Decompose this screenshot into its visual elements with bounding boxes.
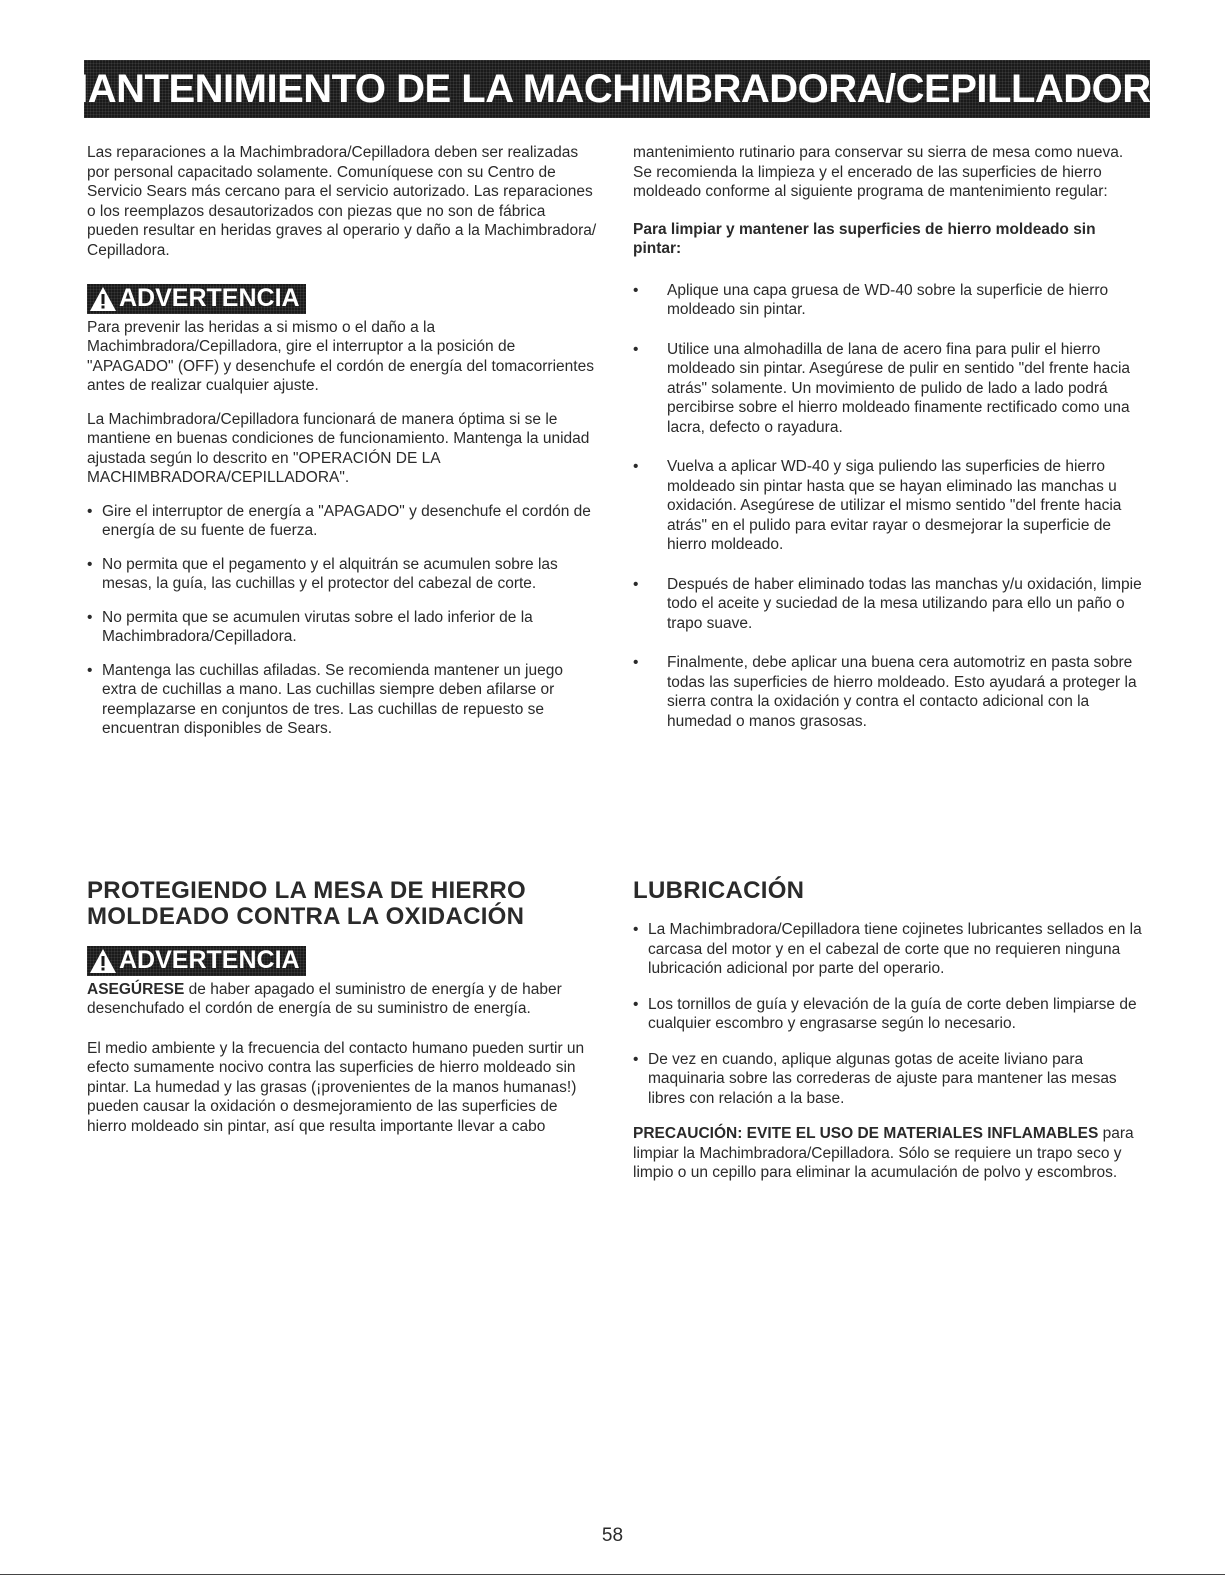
list-item: • Mantenga las cuchillas afiladas. Se recomienda mantener un juego extra de cuchillas a mano. Las cuchillas siempre deben afilarse or reemplazarse en conjuntos de tres. Las cuchillas de repuesto se encuentran disponibles de Sears. [87,661,597,739]
warning-label: ADVERTENCIA [119,284,300,313]
list-item: • No permita que se acumulen virutas sobre el lado inferior de la Machimbradora/Cepilladora. [87,608,597,647]
list-item: • Finalmente, debe aplicar una buena cera automotriz en pasta sobre todas las superficies de hierro moldeado. Esto ayudará a proteger la sierra contra la oxidación y contra el contacto adicional con la humedad o manos grasosas. [633,653,1143,731]
left-column [87,143,597,753]
routine-paragraph: mantenimiento rutinario para conservar su sierra de mesa como nueva. Se recomienda la limpieza y el encerado de las superficies de hierro moldeado conforme al siguiente programa de mantenimiento regular: [633,144,1124,200]
maintenance-list [87,502,597,739]
warning-label: ADVERTENCIA [119,946,300,975]
environment-paragraph: El medio ambiente y la frecuencia del contacto humano pueden surtir un efecto sumamente nocivo contra las superficies de hierro moldeado sin pintar. La humedad y las grasas (¡provenientes de la manos humanas!) pueden causar la oxidación o desmejoramiento de las superficies de hierro moldeado sin pintar, así que resulta importante llevar a cabo [87,1039,585,1135]
cleaning-list [633,281,1143,732]
list-item: • Los tornillos de guía y elevación de la guía de corte deben limpiarse de cualquier escombro y engrasarse según lo necesario. [633,995,1143,1034]
list-item: • Después de haber eliminado todas las manchas y/u oxidación, limpie todo el aceite y suciedad de la mesa utilizando para ello un paño o trapo suave. [633,575,1143,634]
warning-badge [87,284,306,314]
list-item: • De vez en cuando, aplique algunas gotas de aceite liviano para maquinaria sobre las correderas de ajuste para mantener las mesas libres con relación a la base. [633,1050,1143,1109]
lubrication-list [633,920,1143,1108]
lubrication-heading: LUBRICACIÓN [633,877,805,904]
protect-heading: PROTEGIENDO LA MESA DE HIERRO MOLDEADO CONTRA LA OXIDACIÓN [87,877,526,930]
list-item: • Utilice una almohadilla de lana de acero fina para pulir el hierro moldeado sin pintar. Asegúrese de pulir en sentido "del frente hacia atrás" solamente. Un movimiento de pulido de lado a lado podrá percibirse sobre el hierro moldeado finamente rectificado como una lacra, defecto o rayadura. [633,340,1143,438]
list-item: • No permita que el pegamento y el alquitrán se acumulen sobre las mesas, la guía, las cuchillas y el protector del cabezal de corte. [87,555,597,594]
warning-emphasis: ASEGÚRESE [87,980,185,998]
warning-badge [87,946,306,976]
warning-paragraph: ASEGÚRESE de haber apagado el suministro de energía y de haber desenchufado el cordón de energía de su suministro de energía. [87,980,562,1017]
warning-paragraph: Para prevenir las heridas a si mismo o el daño a la Machimbradora/Cepilladora, gire el interruptor a la posición de "APAGADO" (OFF) y desenchufe el cordón de energía del tomacorrientes antes de realizar cualquier ajuste. [87,318,594,394]
caution-paragraph: PRECAUCIÓN: EVITE EL USO DE MATERIALES INFLAMABLES para limpiar la Machimbradora/Cepilladora. Sólo se requiere un trapo seco y limpio o un cepillo para eliminar la acumulación de polvo y escombros. [633,1125,1134,1181]
list-item: • Vuelva a aplicar WD-40 y siga puliendo las superficies de hierro moldeado sin pintar hasta que se hayan eliminado las manchas u oxidación. Asegúrese de utilizar el mismo sentido "del frente hacia atrás" en el pulido para evitar rayar o desmejorar la superficie de hierro moldeado. [633,457,1143,555]
list-item: • Gire el interruptor de energía a "APAGADO" y desenchufe el cordón de energía de su fuente de fuerza. [87,502,597,541]
right-column [633,143,1143,751]
warning-triangle-icon [89,286,117,312]
protect-section [87,878,597,1150]
list-item: • Aplique una capa gruesa de WD-40 sobre la superficie de hierro moldeado sin pintar. [633,281,1143,320]
list-item: • La Machimbradora/Cepilladora tiene cojinetes lubricantes sellados en la carcasa del motor y en el cabezal de corte que no requieren ninguna lubricación adicional por parte del operario. [633,920,1143,979]
bottom-rule [0,1574,1225,1575]
caution-emphasis: PRECAUCIÓN: EVITE EL USO DE MATERIALES INFLAMABLES [633,1125,1099,1142]
page-banner-title: MANTENIMIENTO DE LA MACHIMBRADORA/CEPILLADORA [84,60,1150,118]
page-number: 58 [601,1525,624,1546]
cleaning-subheading: Para limpiar y mantener las superficies de hierro moldeado sin pintar: [633,220,1096,257]
warning-triangle-icon [89,948,117,974]
lubrication-section [633,878,1143,1197]
intro-paragraph: Las reparaciones a la Machimbradora/Cepilladora deben ser realizadas por personal capacitado solamente. Comuníquese con su Centro de Servicio Sears más cercano para el servicio autorizado. Las reparaciones o los reemplazos desautorizados con piezas que no son de fábrica pueden resultar en heridas graves al operario y daño a la Machimbradora/ Cepilladora. [87,144,597,259]
maintenance-paragraph: La Machimbradora/Cepilladora funcionará de manera óptima si se le mantiene en buenas condiciones de funcionamiento. Mantenga la unidad ajustada según lo descrito en "OPERACIÓN DE LA MACHIMBRADORA/CEPILLADORA". [87,410,590,486]
